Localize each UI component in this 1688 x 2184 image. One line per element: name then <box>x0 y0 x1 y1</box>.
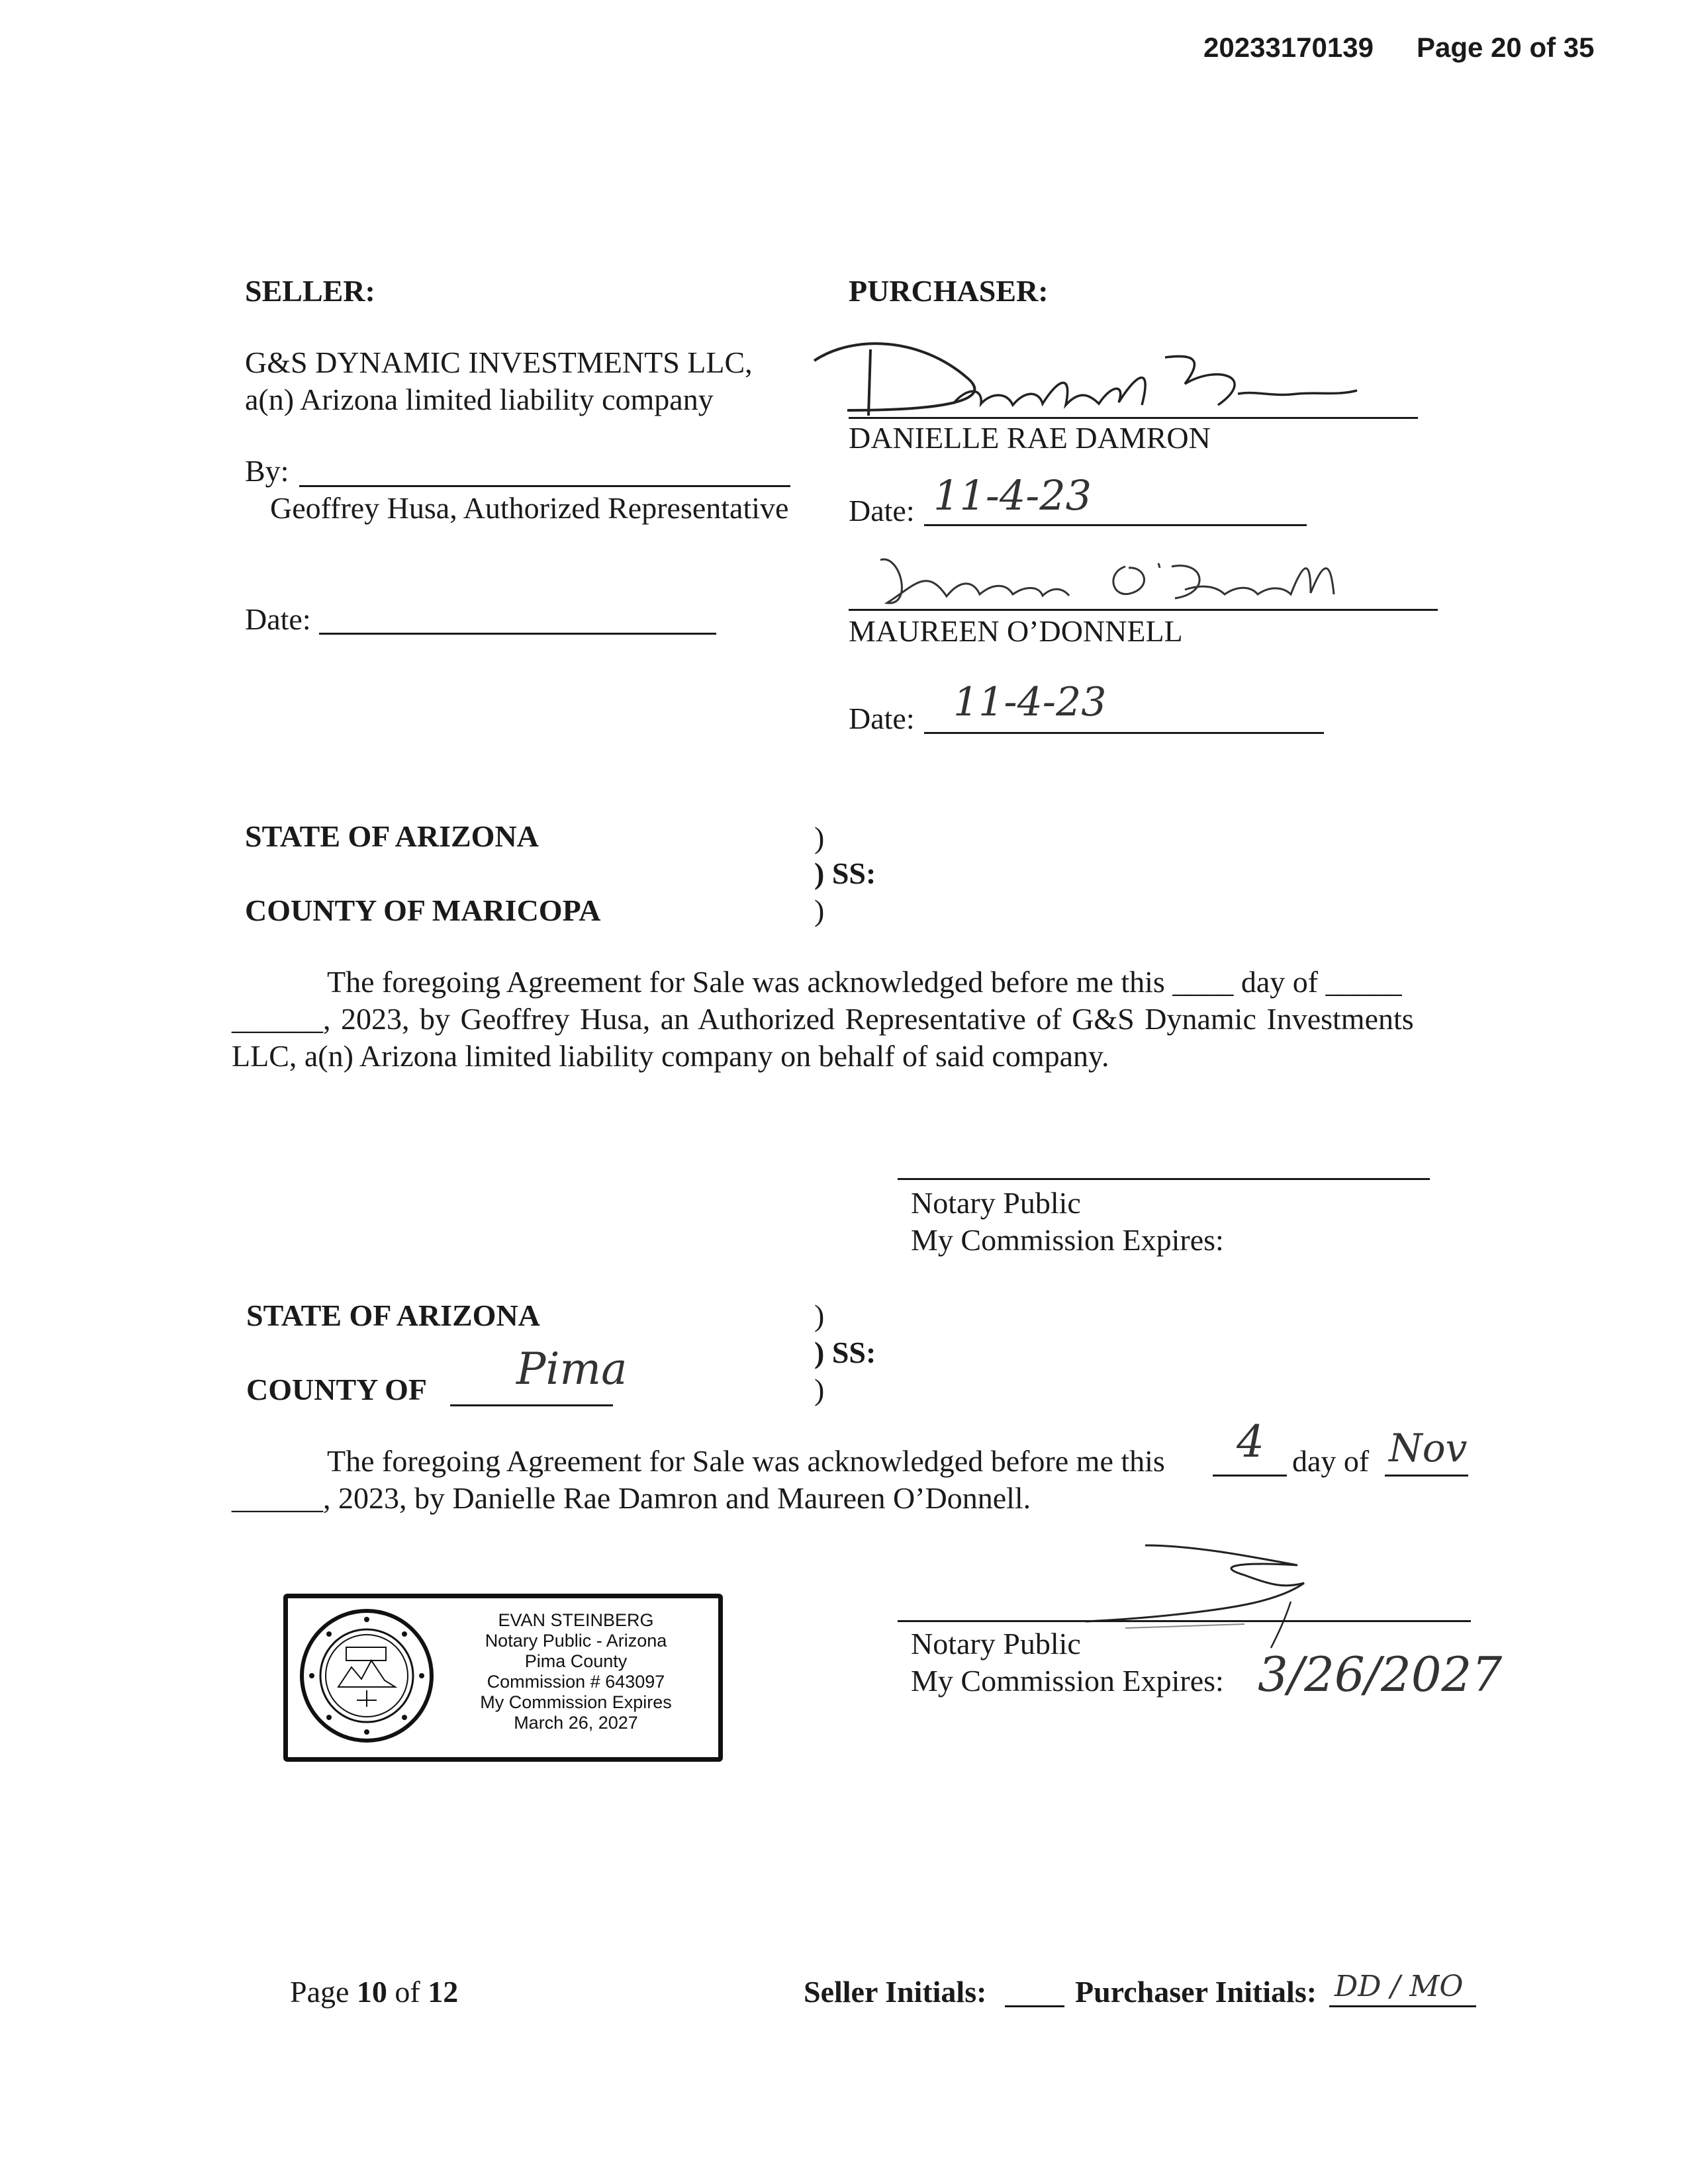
ack2-day-line[interactable] <box>1213 1475 1287 1477</box>
ack1-paren-top: ) <box>814 821 825 854</box>
arizona-state-seal-icon <box>299 1608 435 1744</box>
purchaser-initials-value: DD / MO <box>1335 1970 1464 2003</box>
ack2-county-label: COUNTY OF <box>246 1373 428 1406</box>
stamp-notary-name: EVAN STEINBERG <box>498 1610 654 1630</box>
danielle-date-value: 11-4-23 <box>933 471 1092 520</box>
seller-signature-line[interactable] <box>299 485 790 487</box>
footer-page-total: 12 <box>428 1975 459 2009</box>
stamp-county: Pima County <box>524 1651 628 1671</box>
seller-company-type: a(n) Arizona limited liability company <box>245 383 714 416</box>
ack1-state: STATE OF ARIZONA <box>245 819 539 853</box>
ack2-notary-label: Notary Public <box>911 1627 1081 1661</box>
ack2-commission-value: 3/26/2027 <box>1258 1647 1503 1702</box>
purchaser-initials-label: Purchaser Initials: <box>1075 1975 1317 2009</box>
ack1-ss: ) SS: <box>814 856 876 890</box>
danielle-name: DANIELLE RAE DAMRON <box>849 421 1211 455</box>
ack2-notary-signature-line[interactable] <box>898 1620 1471 1622</box>
danielle-date-label: Date: <box>849 494 915 527</box>
seller-initials-line[interactable] <box>1005 2005 1064 2007</box>
seller-company-name: G&S DYNAMIC INVESTMENTS LLC, <box>245 345 753 379</box>
ack2-day-value: 4 <box>1237 1416 1264 1467</box>
maureen-date-line[interactable] <box>924 732 1324 734</box>
footer-page-number <box>290 1974 458 2010</box>
stamp-title: Notary Public - Arizona <box>485 1631 667 1651</box>
ack1-notary-signature-line[interactable] <box>898 1178 1430 1180</box>
maureen-date-value: 11-4-23 <box>953 679 1107 725</box>
purchaser-initials-line[interactable] <box>1329 2005 1476 2007</box>
ack1-paren-bottom: ) <box>814 893 825 927</box>
stamp-commission-number: Commission # 643097 <box>487 1672 665 1692</box>
footer-page-label: Page <box>290 1975 350 2009</box>
danielle-date-line[interactable] <box>924 524 1307 526</box>
danielle-signature-icon <box>808 331 1430 420</box>
maureen-signature-icon <box>874 547 1377 613</box>
seller-date-label: Date: <box>245 602 311 636</box>
danielle-signature-line[interactable] <box>849 417 1418 419</box>
ack1-notary-label: Notary Public <box>911 1186 1081 1220</box>
notary-stamp <box>283 1594 723 1762</box>
ack2-line1-b: day of <box>1292 1444 1370 1478</box>
ack2-county-line[interactable] <box>450 1404 613 1406</box>
ack1-commission-label: My Commission Expires: <box>911 1223 1224 1257</box>
ack2-line1-a: The foregoing Agreement for Sale was acknowledged before me this <box>327 1444 1165 1478</box>
ack2-line2: ______, 2023, by Danielle Rae Damron and Maureen O’Donnell. <box>232 1481 1031 1515</box>
ack2-commission-label: My Commission Expires: <box>911 1664 1224 1698</box>
stamp-expires-date: March 26, 2027 <box>514 1713 638 1733</box>
purchaser-heading: PURCHASER: <box>849 274 1049 308</box>
ack1-line3: LLC, a(n) Arizona limited liability company on behalf of said company. <box>232 1039 1109 1073</box>
stamp-expires-label: My Commission Expires <box>480 1692 672 1712</box>
ack1-county: COUNTY OF MARICOPA <box>245 893 601 927</box>
ack2-ss: ) SS: <box>814 1336 876 1369</box>
footer-of-label: of <box>395 1975 420 2009</box>
seller-signer-title: Geoffrey Husa, Authorized Representative <box>270 491 789 525</box>
seller-by-label: By: <box>245 454 289 488</box>
maureen-signature-line[interactable] <box>849 609 1438 611</box>
page-reference: Page 20 of 35 <box>1417 32 1595 63</box>
maureen-name: MAUREEN O’DONNELL <box>849 614 1183 648</box>
ack1-line2: ______, 2023, by Geoffrey Husa, an Authorized Representative of G&S Dynamic Investments <box>232 1002 1414 1036</box>
ack2-month-line[interactable] <box>1385 1475 1468 1477</box>
ack2-paren-bottom: ) <box>814 1373 825 1406</box>
footer-page-current: 10 <box>356 1975 387 2009</box>
ack2-state: STATE OF ARIZONA <box>246 1298 540 1332</box>
ack1-line1: The foregoing Agreement for Sale was acknowledged before me this ____ day of _____ <box>327 965 1402 999</box>
maureen-date-label: Date: <box>849 702 915 735</box>
seller-date-line[interactable] <box>319 633 716 635</box>
seller-heading: SELLER: <box>245 274 375 308</box>
ack2-month-value: Nov <box>1389 1426 1468 1471</box>
ack2-county-value: Pima <box>516 1343 628 1394</box>
ack2-paren-top: ) <box>814 1298 825 1332</box>
document-number: 20233170139 <box>1203 32 1374 63</box>
seller-initials-label: Seller Initials: <box>804 1975 987 2009</box>
